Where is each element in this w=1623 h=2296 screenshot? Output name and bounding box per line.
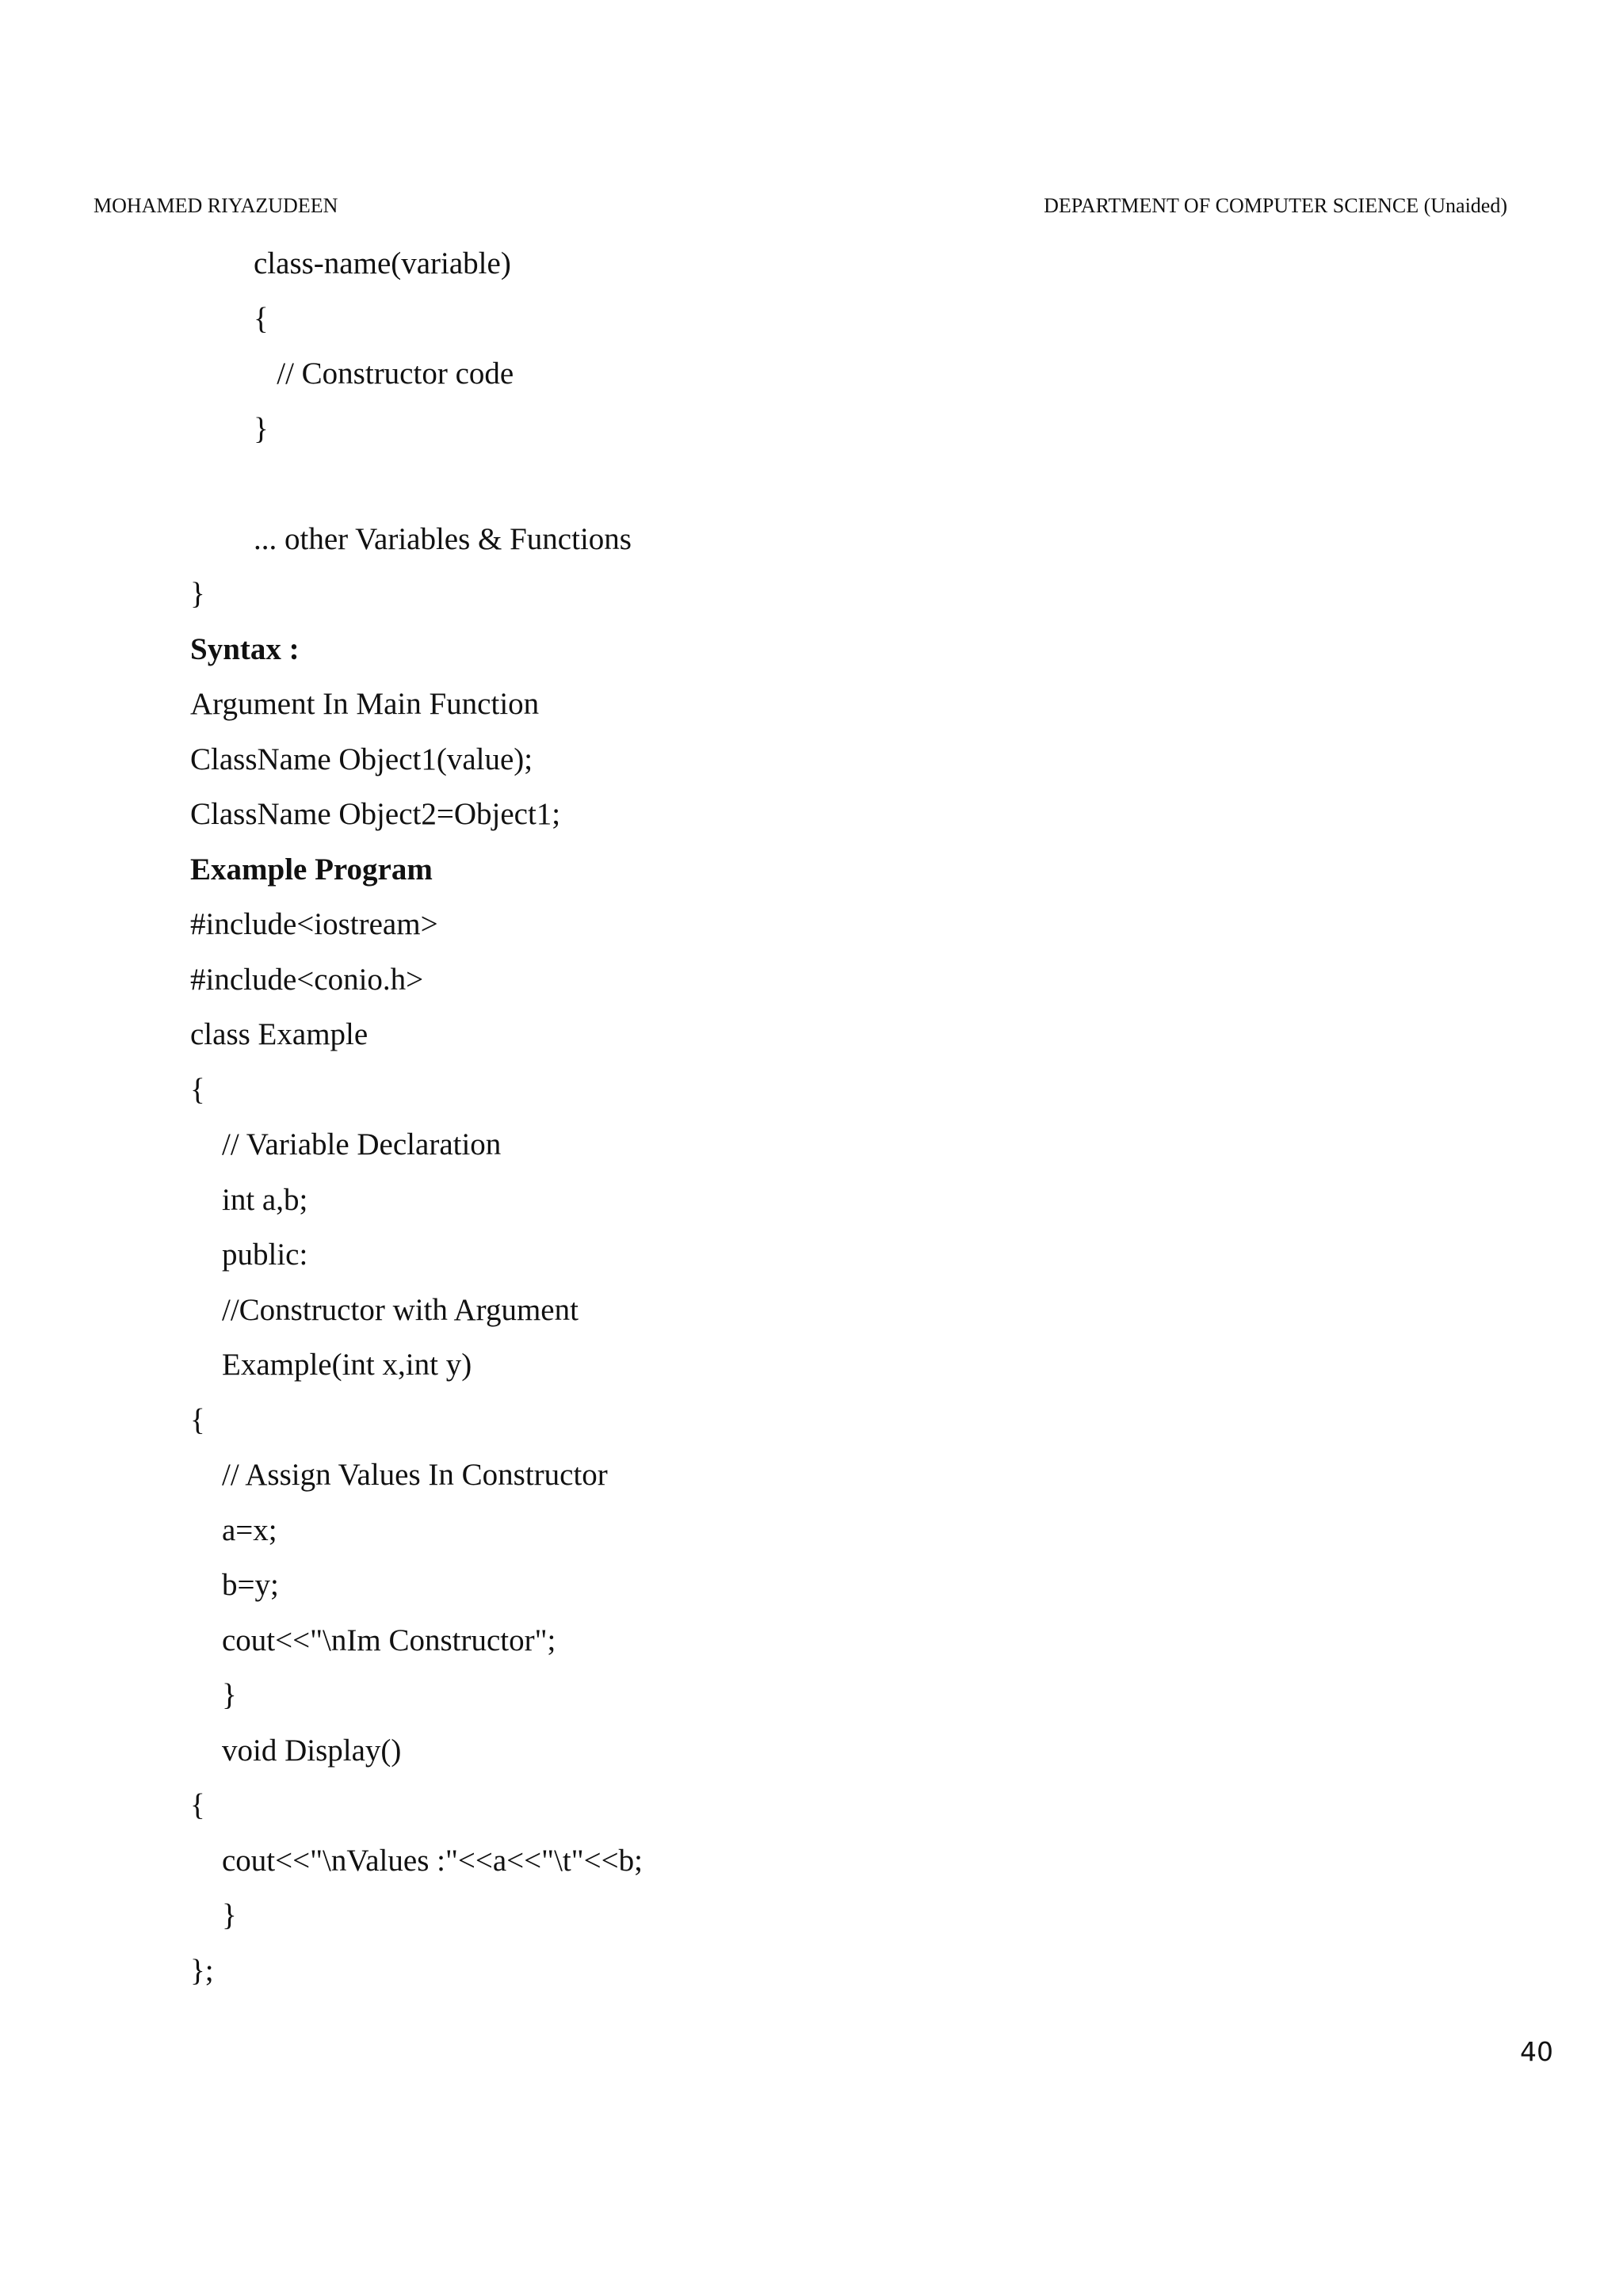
- code-line: cout<<"\nIm Constructor";: [222, 1623, 556, 1657]
- text-line: }: [190, 577, 205, 611]
- section-heading: Example Program: [190, 852, 433, 887]
- author-name: MOHAMED RIYAZUDEEN: [94, 194, 338, 217]
- code-line: a=x;: [222, 1512, 277, 1547]
- department-name: DEPARTMENT OF COMPUTER SCIENCE (Unaided): [1044, 194, 1507, 217]
- code-line: // Assign Values In Constructor: [222, 1458, 608, 1492]
- code-line: cout<<"\nValues :"<<a<<"\t"<<b;: [222, 1843, 643, 1878]
- code-line: class Example: [190, 1017, 369, 1051]
- code-line: #include<iostream>: [190, 907, 438, 941]
- code-line: }: [222, 1898, 237, 1932]
- section-heading: Syntax :: [190, 631, 300, 666]
- page-header: [94, 192, 1507, 220]
- code-line: };: [190, 1953, 214, 1988]
- blank-line: [0, 456, 1623, 512]
- code-line: //Constructor with Argument: [222, 1292, 579, 1327]
- page-number: 40: [1520, 2036, 1553, 2067]
- code-line: {: [190, 1788, 205, 1822]
- code-line: public:: [222, 1238, 308, 1272]
- text-line: // Constructor code: [254, 357, 514, 391]
- code-line: #include<conio.h>: [190, 962, 424, 997]
- text-line: {: [254, 301, 269, 336]
- text-line: Argument In Main Function: [190, 687, 540, 721]
- document-body: [0, 236, 1623, 1998]
- code-line: void Display(): [222, 1733, 402, 1768]
- code-line: b=y;: [222, 1568, 279, 1602]
- code-line: {: [190, 1402, 205, 1437]
- text-line: ClassName Object2=Object1;: [190, 797, 561, 831]
- code-line: {: [190, 1072, 205, 1107]
- text-line: ClassName Object1(value);: [190, 742, 533, 776]
- code-line: }: [222, 1678, 237, 1712]
- text-line: ... other Variables & Functions: [254, 521, 632, 556]
- code-line: // Variable Declaration: [222, 1127, 502, 1161]
- text-line: class-name(variable): [254, 246, 511, 280]
- code-line: Example(int x,int y): [222, 1348, 472, 1382]
- code-line: int a,b;: [222, 1182, 308, 1217]
- text-line: }: [254, 411, 269, 446]
